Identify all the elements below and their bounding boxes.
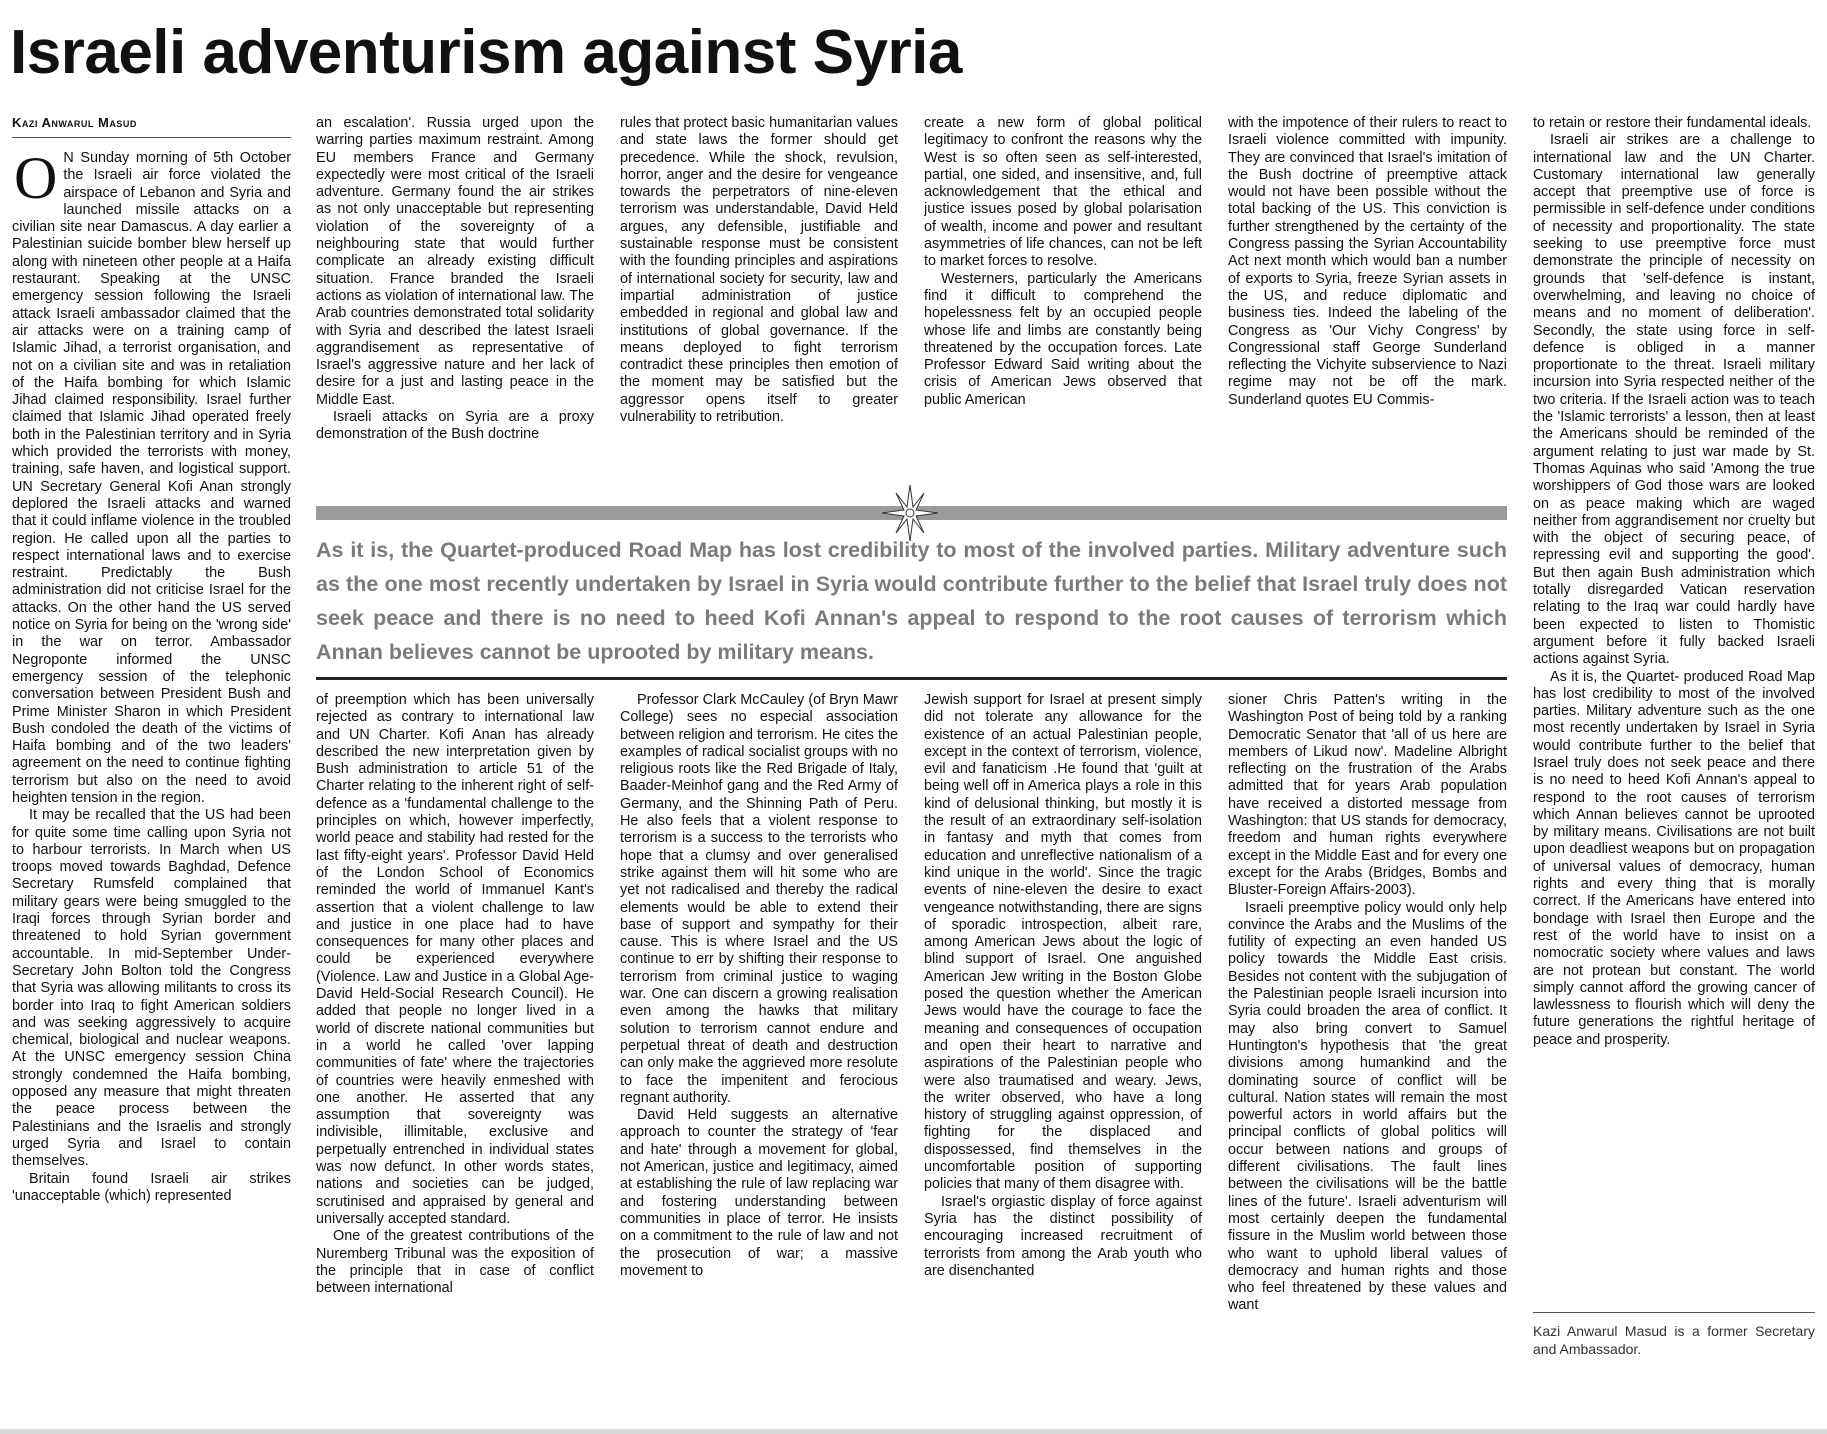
column-5-bottom (1228, 692, 1507, 1432)
paragraph: Israeli preemptive policy would only help convince the Arabs and the Muslims of the futility of expecting an even handed US policy towards the Middle East crisis. Besides not content with the subjugation of the Palestinian people Israeli incursion into Syria could broaden the area of conflict. It may also bring convert to Samuel Huntington's hypothesis that 'the great divisions among humankind and the dominating source of conflict will be cultural. Nation states will remain the most powerful actors in world affairs but the principal conflicts of global politics will occur between nations and groups of different civilisations. The fault lines between the civilisations will be the battle lines of the future'. Israeli adventurism will most certainly deepen the fundamental fissure in the Muslim world between those who want to uphold liberal values of democracy and human rights and those who feel threatened by these values and want (1228, 899, 1507, 1314)
paragraph: an escalation'. Russia urged upon the warring parties maximum restraint. Among EU members France and Germany expectedly were most critical of the Israeli adventure. Germany found the air strikes as not only unacceptable but representing violation of the sovereignty of a neighbouring state that would further complicate an already existing difficult situation. France branded the Israeli actions as violation of international law. The Arab countries demonstrated total solidarity with Syria and described the latest Israeli aggrandisement as representative of Israel's aggressive nature and her lack of desire for a just and lasting peace in the Middle East. (316, 115, 594, 408)
headline: Israeli adventurism against Syria (10, 18, 962, 87)
paragraph: Jewish support for Israel at present simply did not tolerate any allowance for the existence of an actual Palestinian people, except in the context of terrorism, violence, evil and fanaticism .He found that 'guilt at being well off in America plays a role in this kind of delusional thinking, but mostly it is the result of an extraordinary self-isolation in fantasy and myth that comes from education and unreflective nationalism of a kind unique in the world'. Since the tragic events of nine-eleven the desire to exact vengeance notwithstanding, there are signs of sporadic introspection, albeit rare, among American Jews about the logic of blind support of Israel. One anguished American Jew writing in the Boston Globe posed the question whether the American Jews would have the courage to face the meaning and consequences of occupation and open their heart to narrative and aspirations of the Palestinian people who were also traumatised and weary. Jews, the writer observed, who have a long history of struggling against oppression, of fighting for the displaced and dispossessed, find themselves in the uncomfortable position of supporting policies that many of them disagree with. (924, 692, 1202, 1193)
drop-cap: O (14, 150, 58, 211)
paragraph: Westerners, particularly the Americans find it difficult to comprehend the hopelessness felt by an occupied people whose life and limbs are constantly being threatened by the occupation forces. Late Professor Edward Said writing about the crisis of American Jews observed that public American (924, 270, 1202, 408)
pullquote-rule (316, 677, 1507, 680)
paragraph: rules that protect basic humanitarian values and state laws the former should get precedence. While the shock, revulsion, horror, anger and the desire for vengeance towards the perpetrators of nine-eleven terrorism was understandable, David Held argues, any defensible, justifiable and sustainable response must be consistent with the founding principles and aspirations of international society for security, law and impartial administration of justice embedded in regional and global law and institutions of global governance. If the means deployed to fight terrorism contradict these principles then emotion of the moment may be satisfied but the aggressor opens itself to greater vulnerability to retribution. (620, 115, 898, 426)
paragraph: David Held suggests an alternative approach to counter the strategy of 'fear and hate' through a movement for global, not American, justice and legitimacy, aimed at establishing the rule of law replacing war and fostering understanding between communities in place of terror. He insists on a commitment to the rule of law and not the prosecution of war; a massive movement to (620, 1107, 898, 1279)
paragraph: with the impotence of their rulers to react to Israeli violence committed with impunity. They are convinced that Israel's imitation of the Bush doctrine of preemptive attack would not have been possible without the total backing of the US. This conviction is further strengthened by the certainty of the Congress passing the Syrian Accountability Act next month which would ban a number of exports to Syria, freeze Syrian assets in the US, and reduce diplomatic and business ties. Indeed the labeling of the Congress as 'Our Vichy Congress' by Congressional staff George Sunderland reflecting the Vichyite subservience to Nazi regime may not be off the mark. Sunderland quotes EU Commis- (1228, 115, 1507, 408)
page-edge (0, 1429, 1827, 1434)
paragraph: O N Sunday morning of 5th October the Israeli air force violated the airspace of Lebanon and Syria and launched missile attacks on a civilian site near Damascus. A day earlier a Palestinian suicide bomber blew herself up along with nineteen other people at a Haifa restaurant. Speaking at the UNSC emergency session following the Israeli attack Israeli ambassador claimed that the air attacks were on a training camp of Islamic Jihad, a terrorist organisation, and not on a civilian site and was in retaliation of the Haifa bombing for which Islamic Jihad claimed responsibility. Israel further claimed that Islamic Jihad operated freely both in the Palestinian territory and in Syria which provided the terrorists with money, training, safe haven, and logistical support. UN Secretary General Kofi Anan strongly deplored the Israeli attacks and warned that it could inflame violence in the troubled region. He called upon all the parties to respect international laws and to exercise restraint. Predictably the Bush administration did not criticise Israel for the attacks. On the other hand the US served notice on Syria for being on the 'wrong side' in the war on terror. Ambassador Negroponte informed the UNSC emergency session of the telephonic conversation between President Bush and Prime Minister Sharon in which President Bush condoled the death of the victims of Haifa bombing and of the two leaders' agreement on the need to continue fighting terrorism but also on the need to avoid heighten tension in the region. (12, 150, 291, 806)
column-6 (1533, 115, 1815, 1305)
column-2-top (316, 115, 594, 493)
author-note-rule (1533, 1312, 1815, 1313)
pullquote: As it is, the Quartet-produced Road Map has lost credibility to most of the involved parties. Military adventure such as the one most recently undertaken by Israel in Syria would contribute further to the belief that Israel truly does not seek peace and there is no need to heed Kofi Annan's appeal to respond to the root causes of terrorism which Annan believes cannot be uprooted by military means. (316, 538, 1507, 664)
column-3-bottom (620, 692, 898, 1432)
paragraph: One of the greatest contributions of the Nuremberg Tribunal was the exposition of the principle that in case of conflict between international (316, 1228, 594, 1297)
paragraph: Professor Clark McCauley (of Bryn Mawr College) sees no especial association between religion and terrorism. He cites the examples of radical socialist groups with no religious roots like the Red Brigade of Italy, Baader-Meinhof gang and the Red Army of Germany, and the Shinning Path of Peru. He also feels that a violent response to terrorism is a success to the terrorists who hope that a clumsy and over generalised strike against them will hit some who are yet not radicalised and thereby the radical elements would be able to extend their base of support and sympathy for their cause. This is where Israel and the US continue to err by shifting their response to terrorism from criminal justice to waging war. One can discern a growing realisation even among the hawks that military solution to terrorism cannot endure and perpetual threat of death and destruction can only make the aggrieved more resolute to face the impenitent and ferocious regnant authority. (620, 692, 898, 1106)
column-5-top (1228, 115, 1507, 493)
column-1 (12, 150, 291, 1432)
column-4-bottom (924, 692, 1202, 1432)
paragraph: Israeli air strikes are a challenge to international law and the UN Charter. Customary international law generally accept that preemptive use of force is permissible in self-defence under conditions of necessity and proportionality. The state seeking to use preemptive force must demonstrate the principle of necessity on grounds that 'self-defence is instant, overwhelming, and leaving no choice of means and no moment of deliberation'. Secondly, the state using force in self-defence is obliged in a manner proportionate to the threat. Israeli military incursion into Syria respected neither of the two criteria. If the Israeli action was to teach the 'Islamic terrorists' a lesson, then at least the Americans should be reminded of the argument relating to just war made by St. Thomas Aquinas who said 'Among the true worshippers of God those wars are looked on as peace making which are waged neither from aggrandisement nor cruelty but with the object of securing peace, of repressing evil and supporting the good'. But then again Bush administration which totally disregarded Vatican reservation relating to the Iraq war could hardly have been expected to listen to Thomistic argument before it fully backed Israeli actions against Syria. (1533, 132, 1815, 668)
paragraph: create a new form of global political legitimacy to confront the reasons why the West is so often seen as self-interested, partial, one sided, and insensitive, and, full acknowledgement that the ethical and justice issues posed by global polarisation of wealth, income and power and resultant asymmetries of life chances, can not be left to market forces to resolve. (924, 115, 1202, 270)
paragraph: As it is, the Quartet- produced Road Map has lost credibility to most of the involved parties. Military adventure such as the one most recently undertaken by Israel in Syria would contribute further to the belief that Israel truly does not seek peace and there is no need to heed Kofi Annan's appeal to respond to the root causes of terrorism which Annan believes cannot be uprooted by military means. Civilisations are not built upon deadliest weapons but on propagation of universal values of democracy, human rights and every thing that is morally correct. If the Americans have entered into bondage with Israel then Europe and the rest of the world have to insist on a nomocratic society where values and laws are not protean but constant. The world simply cannot afford the growing cancer of lawlessness to flourish which will deny the future generations the rightful heritage of peace and prosperity. (1533, 668, 1815, 1048)
paragraph: of preemption which has been universally rejected as contrary to international law and UN Charter. Kofi Anan has already described the new interpretation given by Bush administration to article 51 of the Charter relating to the inherent right of self-defence as a 'fundamental challenge to the principles on which, however imperfectly, world peace and stability had rested for the last fifty-eight years'. Professor David Held of the London School of Economics reminded the world of Immanuel Kant's assertion that a violent challenge to law and justice in one place had to have consequences for many other places and could be experienced everywhere (Violence. Law and Justice in a Global Age-David Held-Social Research Council). He added that people no longer lived in a world of discrete national communities but in a world he called 'over lapping communities of fate' where the trajectories of countries were heavily enmeshed with one another. He asserted that any assumption that sovereignty was indivisible, illimitable, exclusive and perpetually entrenched in individual states was now defunct. In other words states, nations and societies can be judged, scrutinised and appraised by general and universally accepted standard. (316, 692, 594, 1227)
paragraph: It may be recalled that the US had been for quite some time calling upon Syria not to harbour terrorists. In March when US troops moved towards Baghdad, Defence Secretary Rumsfeld complained that military gears were being smuggled to the Iraqi forces through Syrian border and threatened to hold Syrian government accountable. In mid-September Under-Secretary John Bolton told the Congress that Syria was allowing militants to cross its border into Iraq to fight American soldiers and was seeking aggressively to acquire chemical, biological and nuclear weapons. At the UNSC emergency session China strongly condemned the Haifa bombing, opposed any measure that might threaten the peace process between the Palestinians and the Israelis and strongly urged Syria and Israel to contain themselves. (12, 807, 291, 1170)
paragraph: to retain or restore their fundamental ideals. (1533, 115, 1812, 131)
author-note: Kazi Anwarul Masud is a former Secretary and Ambassador. (1533, 1323, 1815, 1357)
paragraph: Britain found Israeli air strikes 'unacceptable (which) represented (12, 1170, 291, 1204)
paragraph: sioner Chris Patten's writing in the Washington Post of being told by a ranking Democratic Senator that 'all of us here are members of Likud now'. Madeline Albright reflecting on the frustration of the Arabs admitted that for years Arab population have received a distorted message from Washington: that US stands for democracy, freedom and human rights everywhere except in the Middle East and for every one except for the Arabs (Bridges, Bombs and Bluster-Foreign Affairs-2003). (1228, 692, 1507, 899)
paragraph: Israel's orgiastic display of force against Syria has the distinct possibility of encouraging increased recruitment of terrorists from among the Arab youth who are disenchanted (924, 1193, 1202, 1279)
column-2-bottom (316, 692, 594, 1432)
byline: Kazi Anwarul Masud (12, 115, 291, 138)
column-3-top (620, 115, 898, 493)
column-4-top (924, 115, 1202, 493)
paragraph: Israeli attacks on Syria are a proxy demonstration of the Bush doctrine (316, 409, 594, 443)
